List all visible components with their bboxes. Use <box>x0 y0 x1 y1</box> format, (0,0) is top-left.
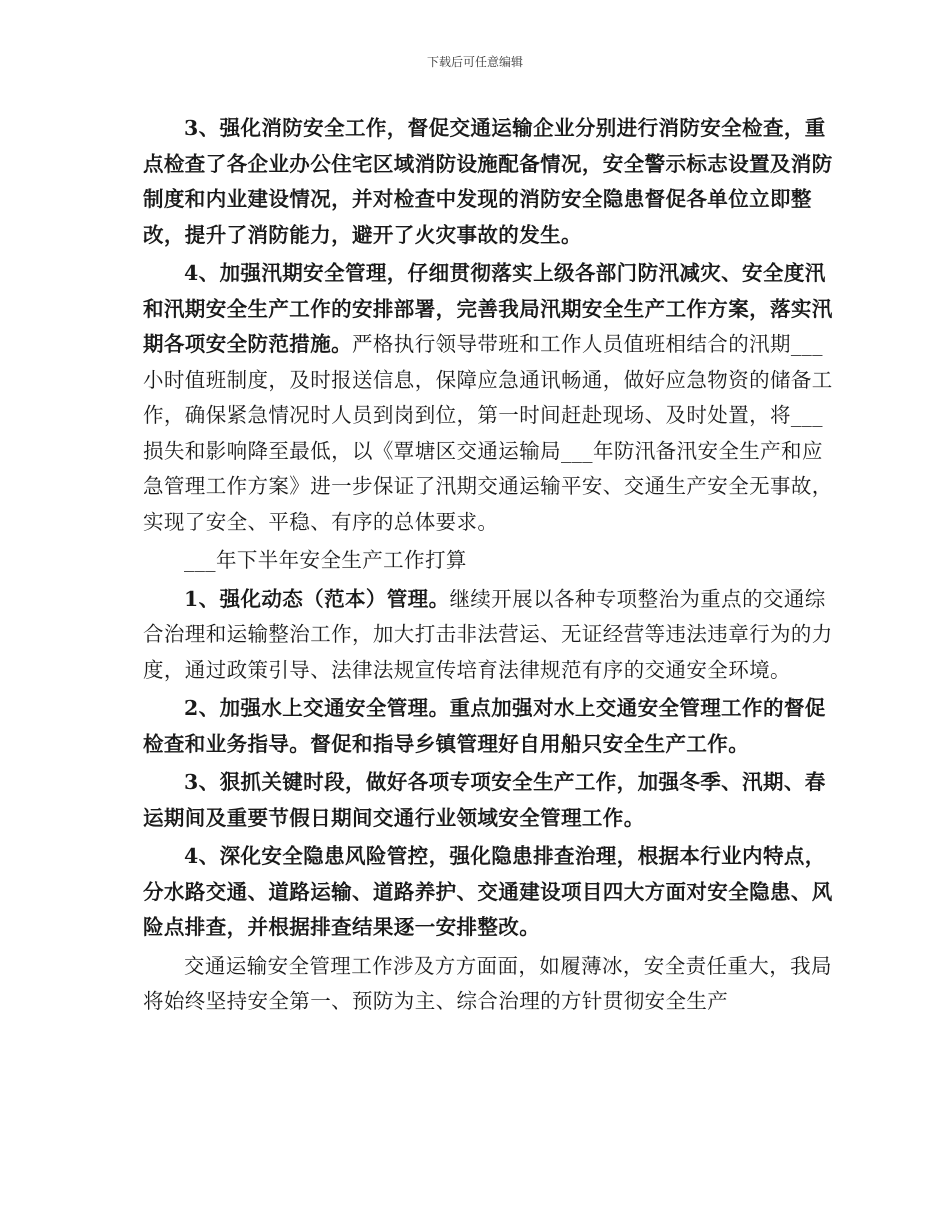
normal-text: ___年下半年安全生产工作打算 <box>184 548 467 572</box>
bold-text: 1、强化动态（范本）管理。 <box>184 586 450 611</box>
paragraph-hazard-control <box>143 839 833 946</box>
bold-text: 4、深化安全隐患风险管控，强化隐患排查治理，根据本行业内特点，分水路交通、道路运输、道路养护、交通建设项目四大方面对安全隐患、风险点排查，并根据排查结果逐一安排整改。 <box>143 844 833 939</box>
bold-text: 3、强化消防安全工作，督促交通运输企业分别进行消防安全检查，重点检查了各企业办公住宅区域消防设施配备情况，安全警示标志设置及消防制度和内业建设情况，并对检查中发现的消防安全隐患督促各单位立即整改，提升了消防能力，避开了火灾事故的发生。 <box>143 116 833 247</box>
paragraph-flood-season <box>143 256 833 540</box>
paragraph-conclusion <box>143 949 833 1020</box>
paragraph-water-traffic <box>143 691 833 762</box>
bold-text: 3、狠抓关键时段，做好各项专项安全生产工作，加强冬季、汛期、春运期间及重要节假日期间交通行业领域安全管理工作。 <box>143 770 826 830</box>
paragraph-key-periods <box>143 765 833 836</box>
page-header: 下载后可任意编辑 <box>426 55 523 69</box>
normal-text: 交通运输安全管理工作涉及方方面面，如履薄冰，安全责任重大，我局将始终坚持安全第一、预防为主、综合治理的方针贯彻安全生产 <box>143 953 832 1013</box>
normal-text: 严格执行领导带班和工作人员值班相结合的汛期___小时值班制度，及时报送信息，保障应急通讯畅通，做好应急物资的储备工作，确保紧急情况时人员到岗到位，第一时间赶赴现场、及时处置，将___损失和影响降至最低，以《覃塘区交通运输局___年防汛备汛安全生产和应急管理工作方案》进一步保证了汛期交通运输平安、交通生产安全无事故，实现了安全、平稳、有序的总体要求。 <box>143 332 833 534</box>
bold-text: 2、加强水上交通安全管理。重点加强对水上交通安全管理工作的督促检查和业务指导。督促和指导乡镇管理好自用船只安全生产工作。 <box>143 696 826 756</box>
bold-text: 4、加强汛期安全管理，仔细贯彻落实上级各部门防汛减灾、安全度汛和汛期安全生产工作的安排部署，完善我局汛期安全生产工作方案，落实汛期各项安全防范措施。 <box>143 261 833 356</box>
paragraph-dynamic-management <box>143 582 833 689</box>
section-heading <box>143 543 833 579</box>
normal-text: 继续开展以各种专项整治为重点的交通综合治理和运输整治工作，加大打击非法营运、无证经营等违法违章行为的力度，通过政策引导、法律法规宣传培育法律规范有序的交通安全环境。 <box>143 586 833 682</box>
document-body <box>143 111 833 1020</box>
paragraph-fire-safety <box>143 111 833 253</box>
